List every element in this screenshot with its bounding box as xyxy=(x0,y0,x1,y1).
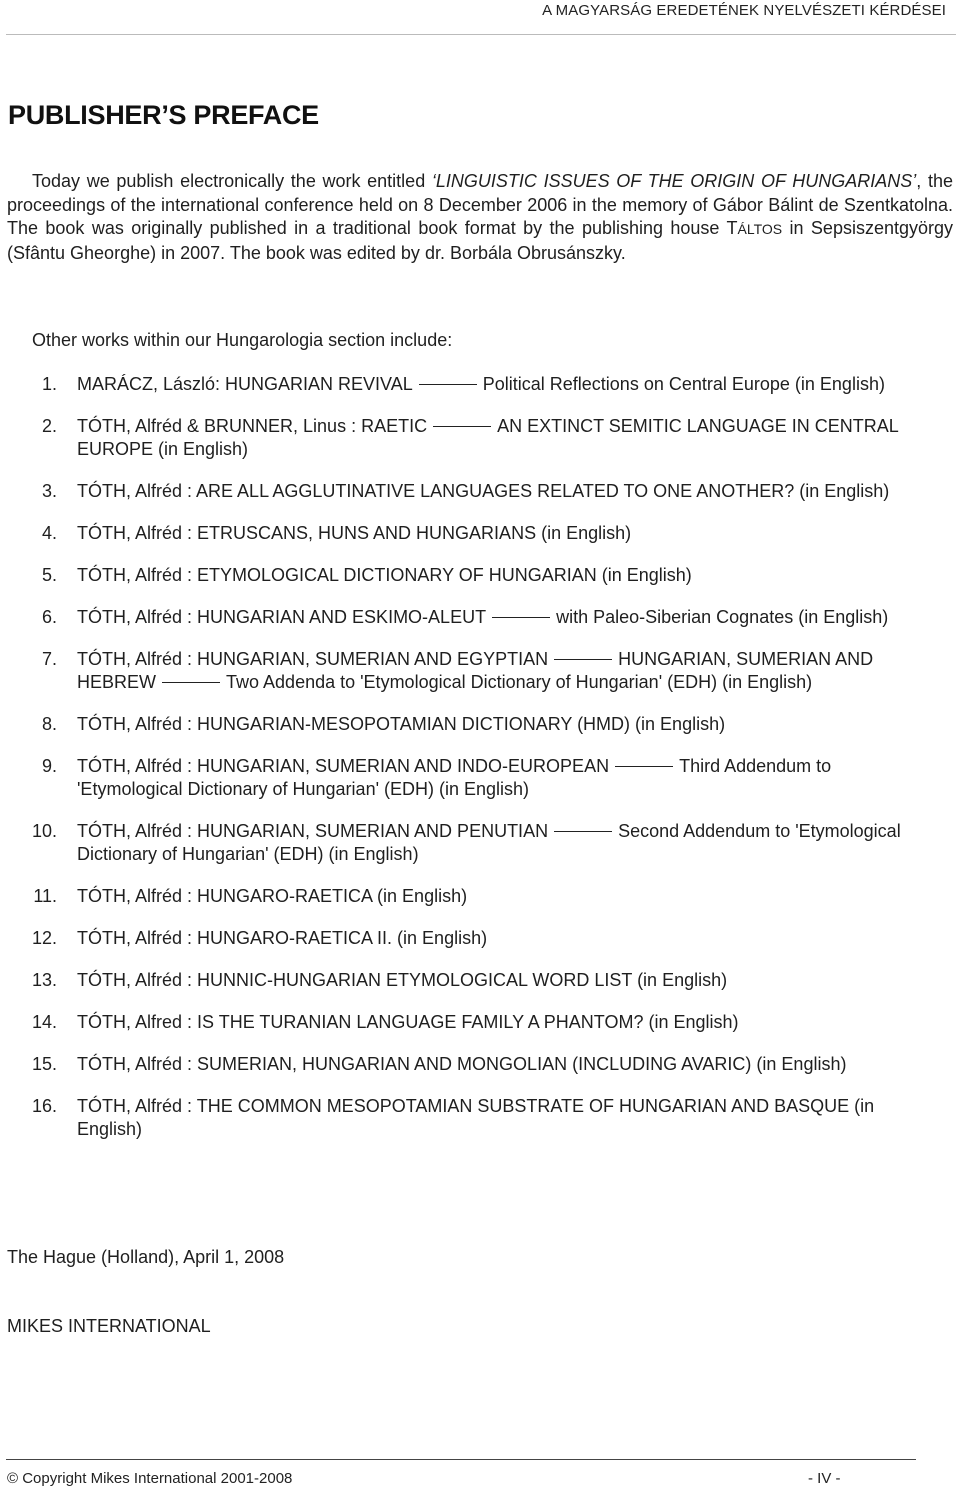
work-title: TÓTH, Alfréd : HUNNIC-HUNGARIAN ETYMOLOGICAL WORD LIST (in English) xyxy=(77,970,728,990)
work-item xyxy=(0,1095,960,1141)
work-item xyxy=(0,1011,960,1034)
work-number: 13. xyxy=(31,970,57,990)
work-number: 7. xyxy=(41,649,57,669)
work-number: 16. xyxy=(31,1096,57,1116)
work-item xyxy=(0,713,960,736)
work-number: 15. xyxy=(31,1054,57,1074)
place-date: The Hague (Holland), April 1, 2008 xyxy=(7,1247,285,1267)
work-title: TÓTH, Alfréd : HUNGARO-RAETICA (in English) xyxy=(77,886,468,906)
work-item xyxy=(0,522,960,545)
work-item xyxy=(0,415,960,461)
work-title: TÓTH, Alfréd : HUNGARIAN-MESOPOTAMIAN DICTIONARY (HMD) (in English) xyxy=(77,714,726,734)
work-number: 8. xyxy=(41,714,57,734)
work-title: TÓTH, Alfred : IS THE TURANIAN LANGUAGE FAMILY A PHANTOM? (in English) xyxy=(77,1012,739,1032)
work-subtitle: Political Reflections on Central Europe (in English) xyxy=(482,374,885,394)
work-item xyxy=(0,648,960,694)
intro-publisher-smallcaps: ÁLTOS xyxy=(737,221,783,237)
work-title: MARÁCZ, László: HUNGARIAN REVIVAL xyxy=(77,374,413,394)
work-item xyxy=(0,1053,960,1076)
work-number: 11. xyxy=(33,886,57,906)
intro-text-1: Today we publish electronically the work entitled xyxy=(32,171,432,191)
intro-paragraph xyxy=(7,170,953,265)
intro-work-title: ‘LINGUISTIC ISSUES OF THE ORIGIN OF HUNGARIANS’ xyxy=(431,171,917,191)
work-number: 10. xyxy=(31,821,57,841)
work-title: TÓTH, Alfréd & BRUNNER, Linus : RAETIC xyxy=(77,416,428,436)
work-title: TÓTH, Alfréd : ETRUSCANS, HUNS AND HUNGARIANS (in English) xyxy=(77,523,632,543)
work-title: TÓTH, Alfréd : HUNGARIAN, SUMERIAN AND EGYPTIAN xyxy=(77,649,549,669)
intro-text-2: , the proceedings of the international conference held on 8 December 2006 in the memory of Gábor Bálint de Szentkatolna. The book was originally published in a traditional book format by the publishing house T xyxy=(7,171,953,238)
page-number: - IV - xyxy=(808,1470,841,1487)
footer-divider xyxy=(6,1459,916,1460)
work-number: 14. xyxy=(31,1012,57,1032)
em-dash-rule xyxy=(492,617,550,618)
em-dash-rule xyxy=(554,831,612,832)
running-header: A MAGYARSÁG EREDETÉNEK NYELVÉSZETI KÉRDÉSEI xyxy=(542,2,946,19)
em-dash-rule xyxy=(433,426,491,427)
work-item xyxy=(0,480,960,503)
work-title: TÓTH, Alfréd : HUNGARIAN, SUMERIAN AND PENUTIAN xyxy=(77,821,549,841)
work-number: 5. xyxy=(41,565,57,585)
work-title: TÓTH, Alfréd : HUNGARO-RAETICA II. (in English) xyxy=(77,928,488,948)
work-number: 1. xyxy=(41,374,57,394)
work-number: 12. xyxy=(31,928,57,948)
em-dash-rule xyxy=(554,659,612,660)
work-item xyxy=(0,755,960,801)
work-number: 4. xyxy=(41,523,57,543)
page-title: PUBLISHER’S PREFACE xyxy=(8,100,319,130)
work-number: 6. xyxy=(41,607,57,627)
work-subtitle: with Paleo-Siberian Cognates (in English) xyxy=(556,607,889,627)
intro-text-3: in Sepsiszentgyörgy (Sfântu Gheorghe) in 2007. The book was edited by dr. Borbála Obrusánszky. xyxy=(7,218,954,263)
work-title: TÓTH, Alfréd : THE COMMON MESOPOTAMIAN SUBSTRATE OF HUNGARIAN AND BASQUE (in English) xyxy=(77,1096,875,1139)
work-title: TÓTH, Alfréd : HUNGARIAN AND ESKIMO-ALEUT xyxy=(77,607,487,627)
copyright: © Copyright Mikes International 2001-2008 xyxy=(7,1470,293,1487)
works-list xyxy=(0,373,960,1160)
work-item xyxy=(0,820,960,866)
work-subtitle: AN EXTINCT SEMITIC LANGUAGE IN CENTRAL EUROPE (in English) xyxy=(77,416,899,459)
work-subtitle: Second Addendum to 'Etymological Dictionary of Hungarian' (EDH) (in English) xyxy=(77,821,901,864)
work-item xyxy=(0,564,960,587)
work-title-part: HUNGARIAN, SUMERIAN AND HEBREW xyxy=(77,649,874,692)
work-item xyxy=(0,373,960,396)
em-dash-rule xyxy=(162,682,220,683)
work-subtitle: Two Addenda to 'Etymological Dictionary of Hungarian' (EDH) (in English) xyxy=(226,672,813,692)
work-item xyxy=(0,927,960,950)
works-intro: Other works within our Hungarologia section include: xyxy=(32,330,453,350)
work-title: TÓTH, Alfréd : ARE ALL AGGLUTINATIVE LANGUAGES RELATED TO ONE ANOTHER? (in English) xyxy=(77,481,890,501)
work-title: TÓTH, Alfréd : HUNGARIAN, SUMERIAN AND INDO-EUROPEAN xyxy=(77,756,610,776)
publisher-name: MIKES INTERNATIONAL xyxy=(7,1316,211,1336)
em-dash-rule xyxy=(615,766,673,767)
work-title: TÓTH, Alfréd : SUMERIAN, HUNGARIAN AND MONGOLIAN (INCLUDING AVARIC) (in English) xyxy=(77,1054,847,1074)
work-item xyxy=(0,606,960,629)
work-number: 3. xyxy=(41,481,57,501)
work-number: 2. xyxy=(41,416,57,436)
em-dash-rule xyxy=(419,384,477,385)
work-subtitle: Third Addendum to 'Etymological Dictionary of Hungarian' (EDH) (in English) xyxy=(77,756,832,799)
work-item xyxy=(0,885,960,908)
work-number: 9. xyxy=(41,756,57,776)
work-item xyxy=(0,969,960,992)
work-title: TÓTH, Alfréd : ETYMOLOGICAL DICTIONARY OF HUNGARIAN (in English) xyxy=(77,565,692,585)
header-divider xyxy=(6,34,956,35)
